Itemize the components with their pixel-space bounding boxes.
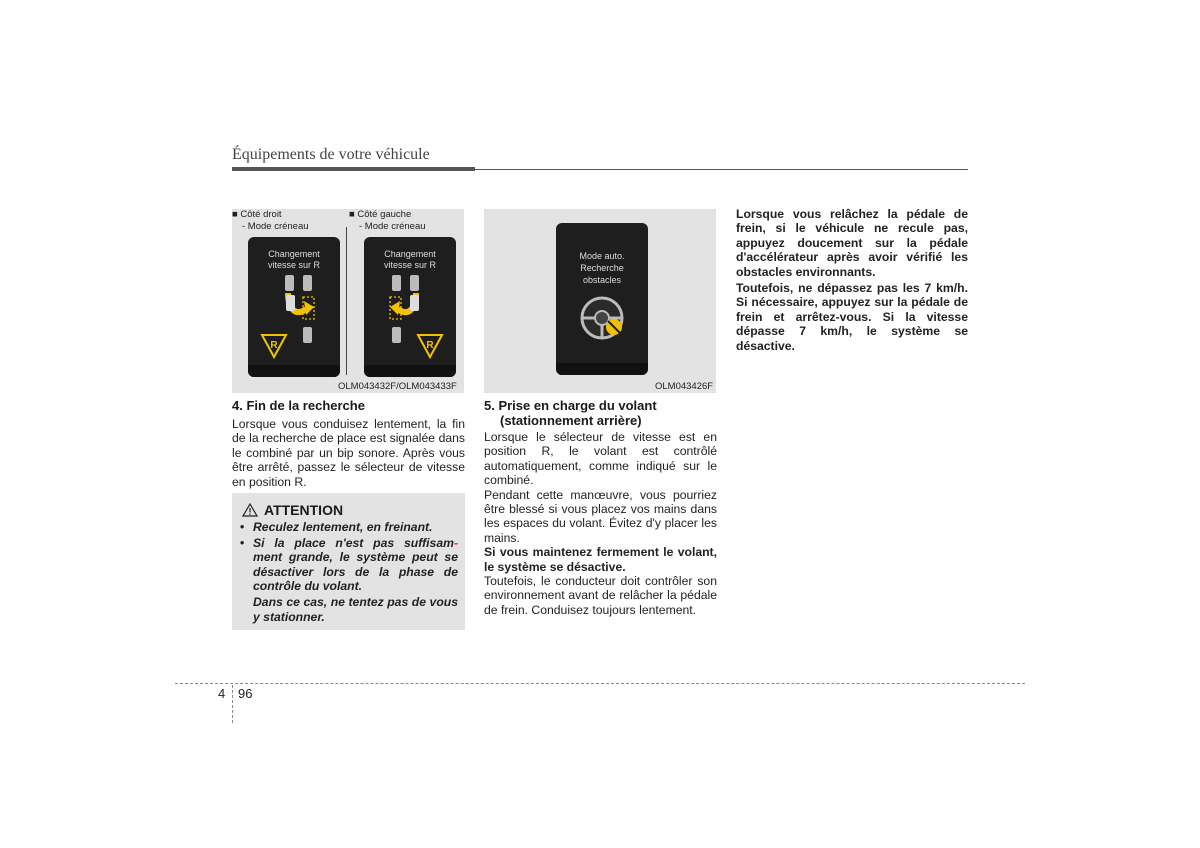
attention-box — [232, 493, 465, 630]
section-paragraph: Toutefois, le conducteur doit contrôler son environnement avant de relâcher la pédale de frein. Conduisez toujours lentement. — [484, 574, 717, 617]
section-heading: 4. Fin de la recherche — [232, 398, 365, 413]
screen-text-line2: vitesse sur R — [383, 260, 437, 270]
screen-text-line1: Changement — [268, 249, 320, 259]
footer-vertical-rule — [232, 685, 233, 723]
svg-text:R: R — [426, 340, 434, 351]
attention-item: • Reculez lentement, en freinant. — [240, 520, 433, 534]
section-end-of-search — [232, 398, 465, 489]
section-paragraph-bold: Si vous maintenez fermement le volant, le système se désactive. — [484, 545, 717, 574]
attention-item-note: Dans ce cas, ne tentez pas de vous y stationner. — [253, 594, 458, 624]
cluster-screen-left-side — [364, 237, 456, 377]
section-paragraph: Lorsque vous conduisez lentement, la fin de la recherche de place est signalée dans le combiné par un bip sonore. Après vous être arrêté, passez le sélecteur de vitesse en position R. — [232, 417, 465, 489]
section-paragraph: Pendant cette manœuvre, vous pourriez être blessé si vous placez vos mains dans les espaces du volant. Évitez d'y placer les mains. — [484, 487, 717, 545]
section-steering-takeover — [484, 398, 717, 617]
screen-text-line1: Mode auto. — [579, 251, 625, 261]
running-header: Équipements de votre véhicule — [232, 146, 430, 163]
notes-paragraph: Toutefois, ne dépassez pas les 7 km/h. Si nécessaire, appuyez sur la pédale de frein et arrêtez-vous. Si la vitesse dépasse 7 km/h, le système se désactive. — [736, 281, 968, 353]
screen-text-line3: obstacles — [582, 275, 622, 285]
header-rule-thin — [475, 169, 968, 170]
caption-right-side: ■ Côté droit - Mode créneau — [232, 209, 309, 232]
section-paragraph: Lorsque le sélecteur de vitesse est en position R, le volant est contrôlé automatiquement, comme indiqué sur le combiné. — [484, 430, 717, 488]
figure-park-assist-gear-change — [232, 209, 464, 393]
figure-code: OLM043426F — [655, 381, 714, 392]
chapter-number: 4 — [218, 686, 226, 701]
figure-auto-steering — [484, 209, 716, 393]
screen-text-line2: Recherche — [580, 263, 624, 273]
no-hands-icon — [606, 319, 622, 335]
section-heading: 5. Prise en charge du volant (stationnement arrière) — [484, 398, 657, 428]
attention-list — [240, 520, 458, 624]
svg-text:R: R — [270, 340, 278, 351]
warning-triangle-icon — [242, 503, 258, 517]
screen-text-line2: vitesse sur R — [267, 260, 321, 270]
cluster-screen-steering — [556, 223, 648, 375]
panel-divider — [346, 227, 347, 375]
column-brake-release-notes — [736, 207, 968, 353]
cluster-screen-right-side — [248, 237, 340, 377]
screen-text-line1: Changement — [384, 249, 436, 259]
attention-header — [242, 502, 343, 518]
footer-rule — [175, 683, 1025, 684]
attention-item: • Si la place n'est pas suffisam- ment grande, le système peut se désactiver lors de la phase de contrôle du volant. — [240, 535, 458, 594]
page-number: 96 — [238, 686, 253, 701]
header-rule-thick — [232, 167, 475, 171]
caption-left-side: ■ Côté gauche - Mode créneau — [349, 209, 426, 232]
figure-code: OLM043432F/OLM043433F — [338, 381, 457, 392]
notes-paragraph: Lorsque vous relâchez la pédale de frein, si le véhicule ne recule pas, appuyez doucement sur la pédale d'accélérateur après avoir vérifié les obstacles environnants. — [736, 207, 968, 279]
attention-title: ATTENTION — [264, 502, 344, 518]
